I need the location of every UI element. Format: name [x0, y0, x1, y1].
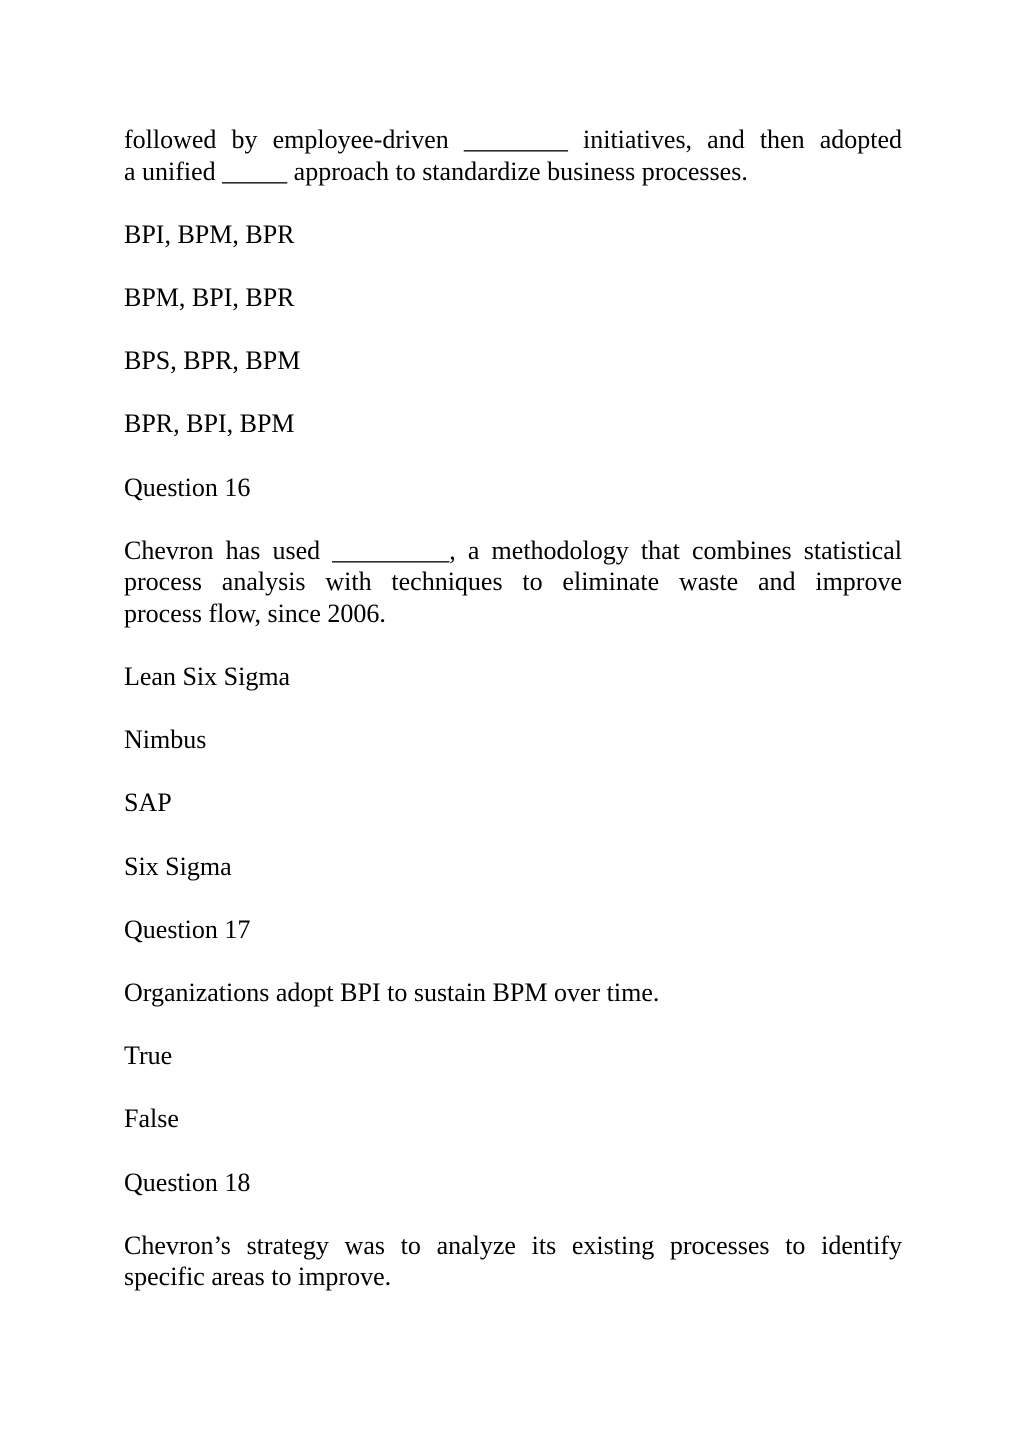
question-16-option-d: Six Sigma — [124, 851, 232, 881]
question-15-option-b: BPM, BPI, BPR — [124, 282, 295, 312]
question-17-label: Question 17 — [124, 914, 251, 944]
question-18-label: Question 18 — [124, 1167, 251, 1197]
question-15-stem-line-1: followed by employee-driven ________ initiatives, and then adopted — [124, 125, 902, 154]
question-16-option-b: Nimbus — [124, 725, 207, 755]
question-17-option-false: False — [124, 1104, 179, 1134]
document-page — [124, 124, 902, 1325]
question-16-stem-line-1: Chevron has used _________, a methodology that combines statistical — [124, 535, 902, 565]
question-16-option-c: SAP — [124, 788, 172, 818]
question-17-option-true: True — [124, 1041, 173, 1071]
question-18-stem-line-1: Chevron’s strategy was to analyze its existing processes to identify — [124, 1230, 902, 1260]
question-18-stem-line-2: specific areas to improve. — [124, 1262, 392, 1292]
question-15-stem — [124, 124, 902, 187]
question-16-label: Question 16 — [124, 472, 251, 502]
question-16-option-a: Lean Six Sigma — [124, 662, 291, 692]
question-15-option-d: BPR, BPI, BPM — [124, 409, 295, 439]
question-17-stem: Organizations adopt BPI to sustain BPM over time. — [124, 978, 660, 1008]
question-15-option-a: BPI, BPM, BPR — [124, 219, 295, 249]
question-16-stem-line-2: process analysis with techniques to eliminate waste and improve — [124, 567, 902, 597]
question-18-stem — [124, 1230, 902, 1293]
question-16-stem — [124, 535, 902, 630]
question-16-stem-line-3: process flow, since 2006. — [124, 598, 386, 628]
question-15-option-c: BPS, BPR, BPM — [124, 346, 301, 376]
question-15-stem-line-2: a unified _____ approach to standardize business processes. — [124, 156, 748, 186]
